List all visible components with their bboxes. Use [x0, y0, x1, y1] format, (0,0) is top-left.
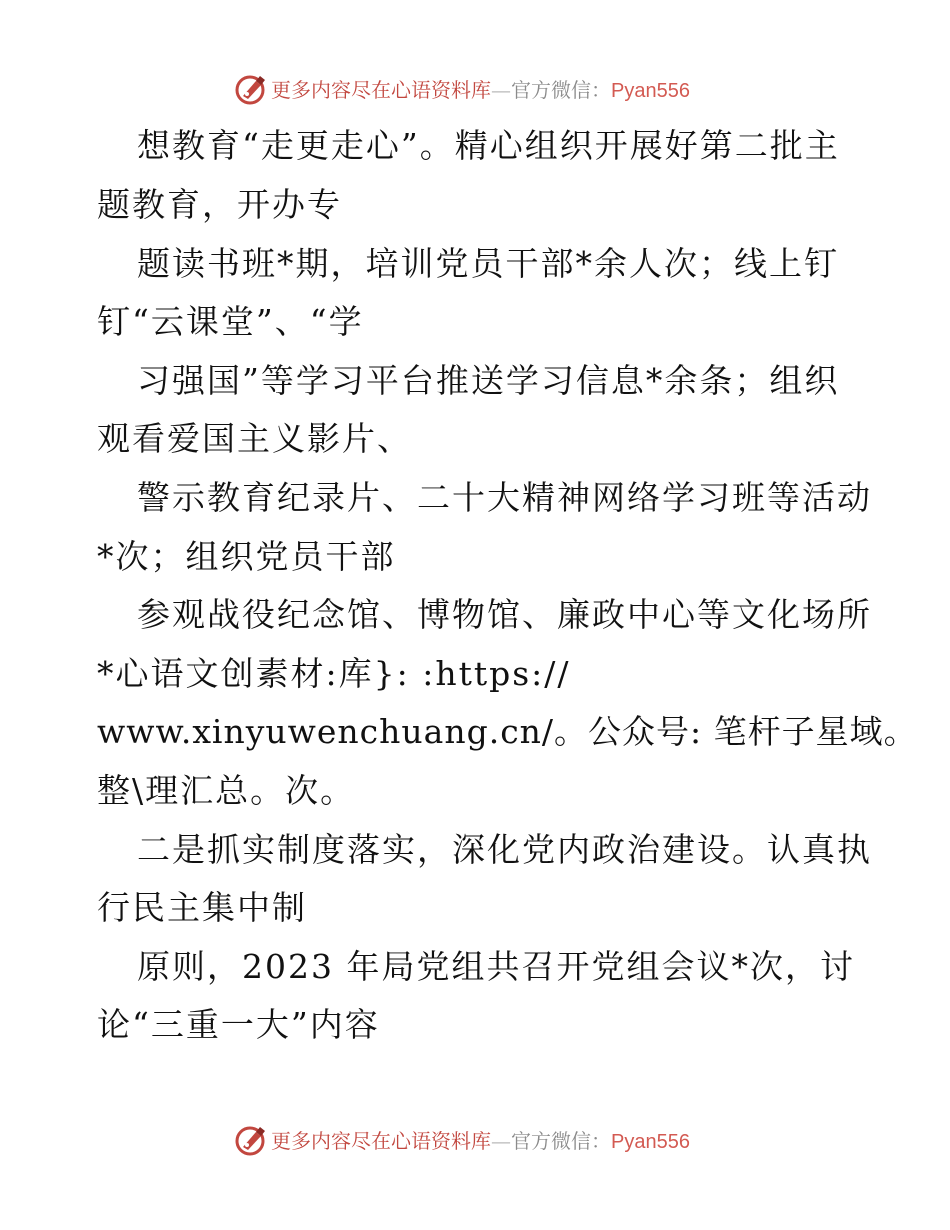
watermark-label: 官方微信： — [511, 78, 611, 102]
body-line-3: 题读书班*期，培训党员干部*余人次；线上钉 — [137, 244, 839, 283]
body-line-14: 行民主集中制 — [97, 888, 307, 927]
body-line-16: 论“三重一大”内容 — [97, 1005, 380, 1044]
watermark-site-text: 更多内容尽在心语资料库 — [271, 78, 491, 102]
pen-logo-icon — [234, 1123, 268, 1157]
body-line-7: 警示教育纪录片、二十大精神网络学习班等活动 — [137, 478, 872, 517]
body-line-4: 钉“云课堂”、“学 — [97, 302, 364, 341]
watermark-dash: — — [491, 1129, 511, 1153]
body-line-1: 想教育“走更走心”。精心组织开展好第二批主 — [137, 126, 840, 165]
watermark-site-text: 更多内容尽在心语资料库 — [271, 1129, 491, 1153]
watermark-label: 官方微信： — [511, 1129, 611, 1153]
watermark-wechat-id: Pyan556 — [611, 1131, 690, 1153]
body-line-9: 参观战役纪念馆、博物馆、廉政中心等文化场所 — [137, 595, 872, 634]
body-line-12: 整\理汇总。次。 — [97, 771, 356, 810]
body-line-10: *心语文创素材:库}: :https:// — [97, 654, 571, 693]
body-line-5: 习强国”等学习平台推送学习信息*余条；组织 — [137, 361, 840, 400]
body-line-15: 原则，2023 年局党组共召开党组会议*次，讨 — [137, 947, 855, 986]
watermark-banner-top — [0, 72, 950, 108]
watermark-banner-bottom — [0, 1123, 950, 1159]
body-line-8: *次；组织党员干部 — [97, 537, 396, 576]
pen-logo-icon — [234, 72, 268, 106]
body-line-2: 题教育，开办专 — [97, 185, 342, 224]
watermark-wechat-id: Pyan556 — [611, 80, 690, 102]
watermark-dash: — — [491, 78, 511, 102]
watermark-text — [271, 78, 690, 103]
watermark-text — [271, 1129, 690, 1154]
body-line-6: 观看爱国主义影片、 — [97, 419, 412, 458]
body-line-11: www.xinyuwenchuang.cn/。公众号: 笔杆子星域。 — [97, 712, 918, 751]
body-line-13: 二是抓实制度落实，深化党内政治建设。认真执 — [137, 830, 872, 869]
